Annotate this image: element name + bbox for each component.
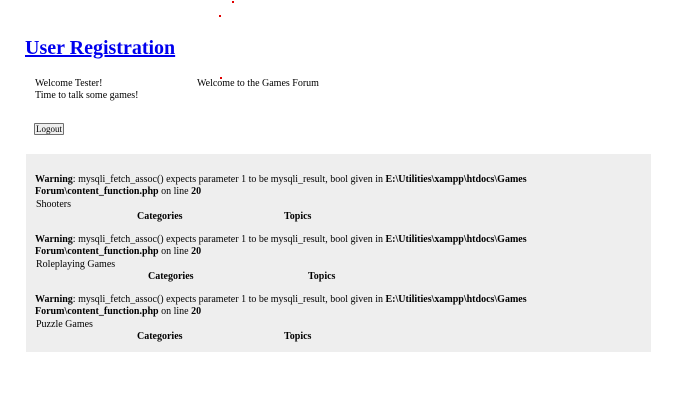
- topics-column-header: Topics: [308, 271, 336, 282]
- warning-label: Warning: [35, 234, 73, 245]
- welcome-user-text: Welcome Tester!: [35, 78, 103, 89]
- tagline-text: Time to talk some games!: [35, 90, 139, 101]
- topics-column-header: Topics: [284, 331, 312, 342]
- warning-label: Warning: [35, 294, 73, 305]
- category-name: Puzzle Games: [36, 319, 93, 330]
- warning-line-text: on line: [158, 186, 192, 197]
- warning-line-text: on line: [158, 306, 192, 317]
- warning-path: E:\Utilities\xampp\htdocs\Games Forum\content_function.php: [35, 234, 527, 257]
- categories-column-header: Categories: [137, 211, 183, 222]
- warning-line-number: 20: [191, 306, 202, 317]
- warning-path: E:\Utilities\xampp\htdocs\Games Forum\content_function.php: [35, 174, 527, 197]
- warning-label: Warning: [35, 174, 73, 185]
- welcome-block: [35, 78, 139, 102]
- warning-message: : mysqli_fetch_assoc() expects parameter 1 to be mysqli_result, bool given in: [72, 294, 386, 305]
- warning-line-number: 20: [191, 246, 202, 257]
- categories-column-header: Categories: [137, 331, 183, 342]
- warning-line-number: 20: [191, 186, 202, 197]
- category-name: Roleplaying Games: [36, 259, 116, 270]
- stray-dot: [219, 15, 221, 17]
- logout-button[interactable]: Logout: [36, 124, 62, 134]
- stray-dot: [232, 1, 234, 3]
- php-warning: [35, 174, 545, 198]
- warning-path: E:\Utilities\xampp\htdocs\Games Forum\content_function.php: [35, 294, 527, 317]
- warning-message: : mysqli_fetch_assoc() expects parameter 1 to be mysqli_result, bool given in: [72, 174, 386, 185]
- php-warning: [35, 234, 545, 258]
- page-title-link[interactable]: User Registration: [25, 37, 176, 59]
- categories-column-header: Categories: [148, 271, 194, 282]
- php-warning: [35, 294, 545, 318]
- topics-column-header: Topics: [284, 211, 312, 222]
- category-name: Shooters: [36, 199, 71, 210]
- warning-message: : mysqli_fetch_assoc() expects parameter 1 to be mysqli_result, bool given in: [72, 234, 386, 245]
- content-panel: [26, 154, 651, 352]
- warning-line-text: on line: [158, 246, 192, 257]
- forum-welcome-text: Welcome to the Games Forum: [197, 78, 319, 89]
